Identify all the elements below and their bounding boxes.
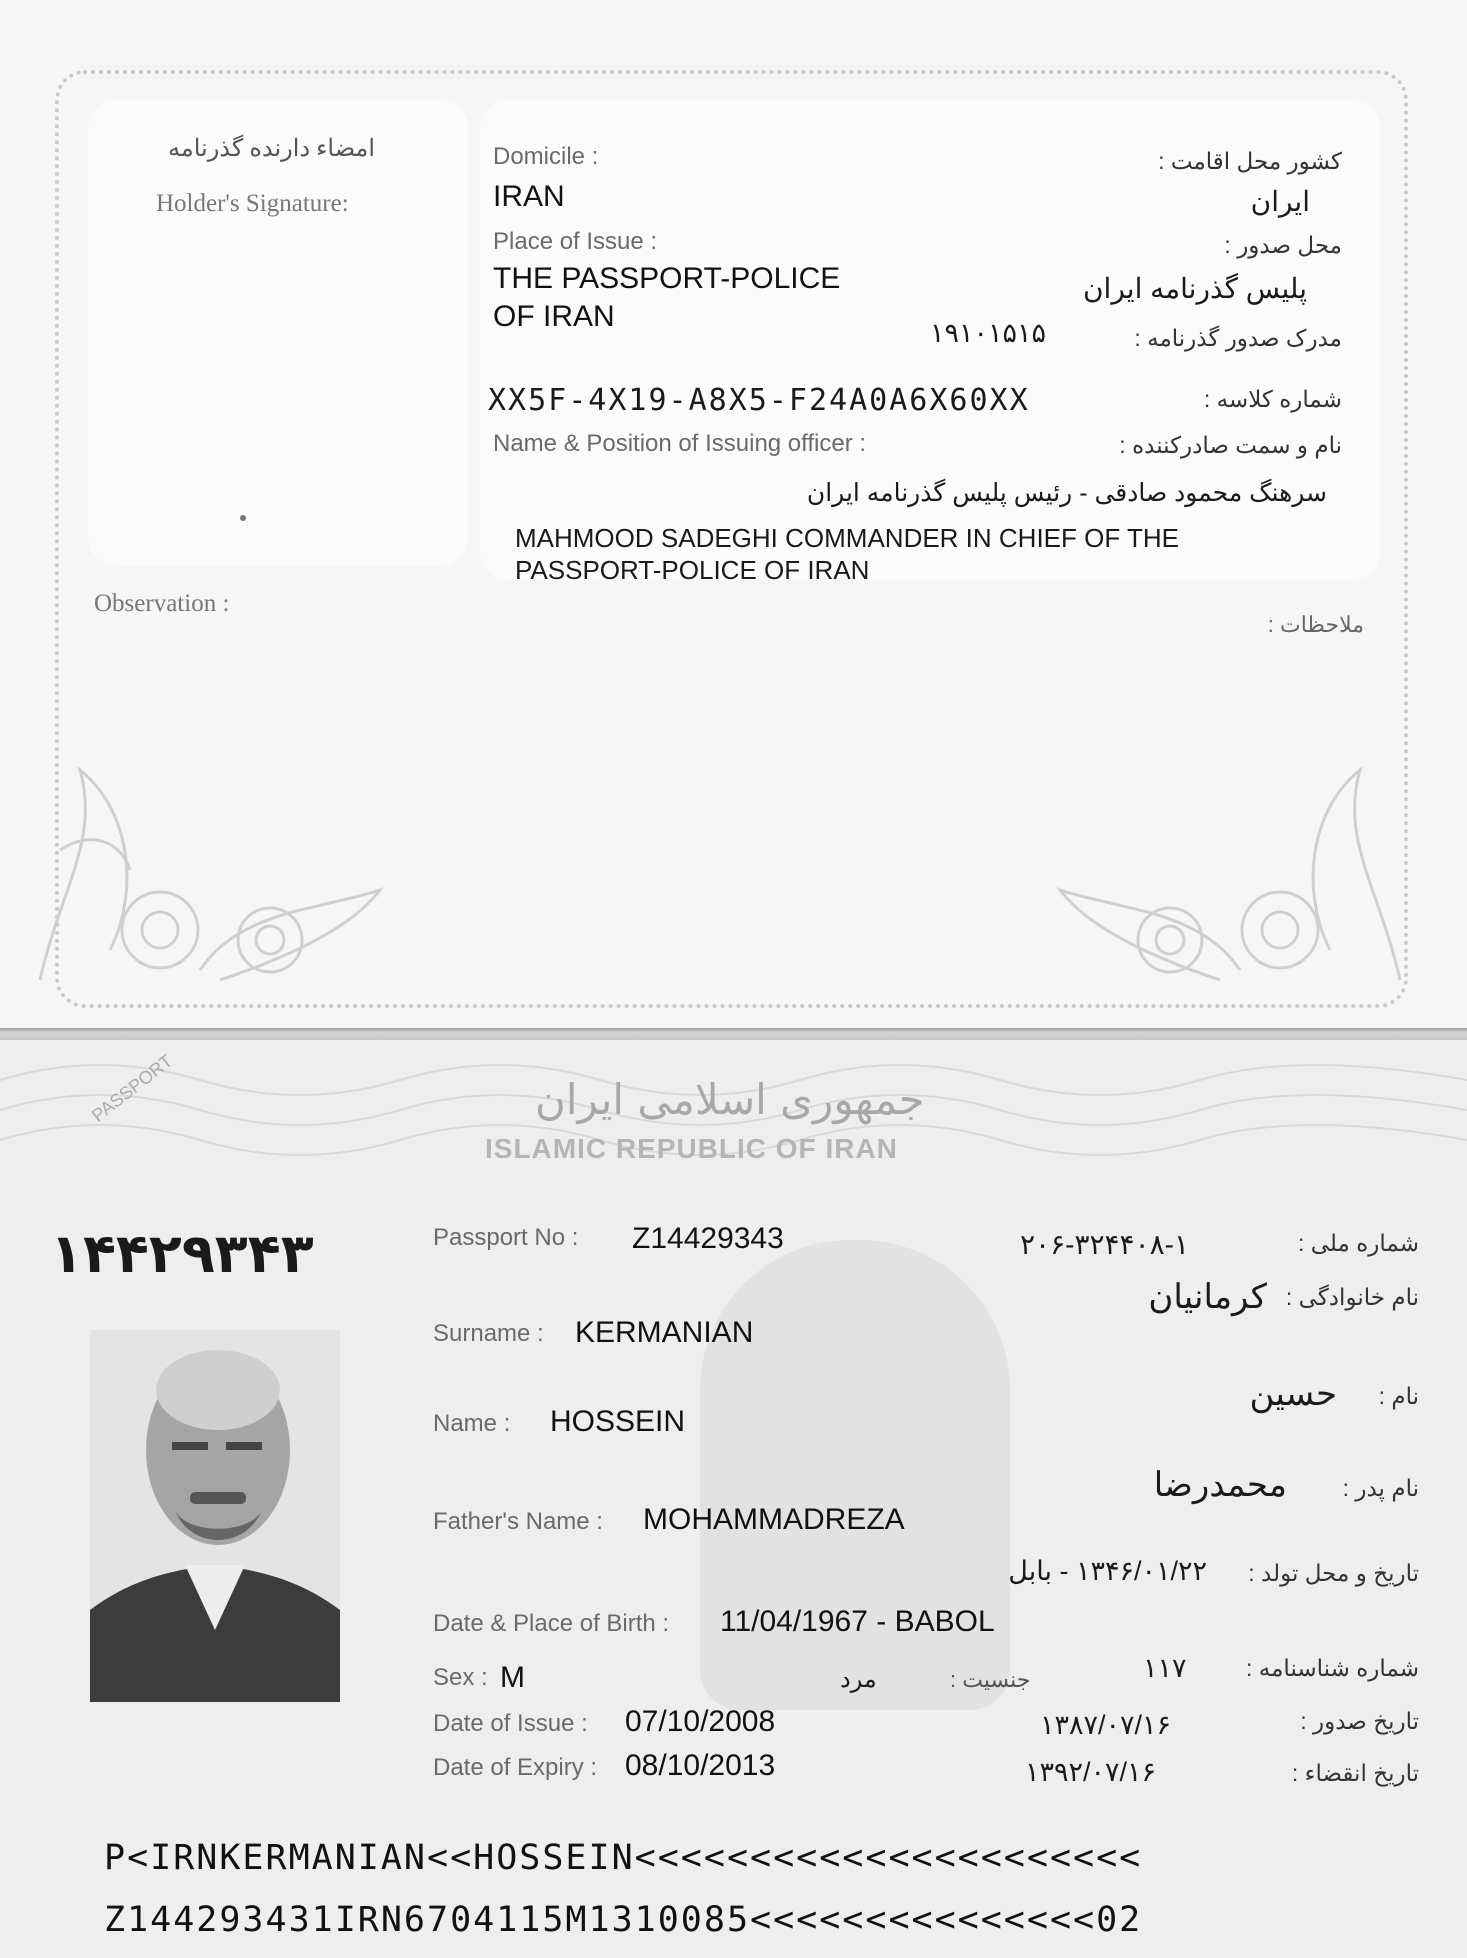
- sex-value: M: [500, 1661, 525, 1694]
- birth-label-fa: تاریخ و محل تولد :: [1248, 1560, 1419, 1586]
- name-value: HOSSEIN: [550, 1405, 686, 1438]
- header-title-en: ISLAMIC REPUBLIC OF IRAN: [485, 1133, 898, 1164]
- floral-ornament-right: [1000, 690, 1420, 990]
- national-id-label-fa: شماره ملی :: [1297, 1230, 1419, 1256]
- domicile-label: Domicile :: [493, 143, 599, 170]
- mrz-line-1: P<IRNKERMANIAN<<HOSSEIN<<<<<<<<<<<<<<<<<<<<<<: [104, 1838, 1143, 1878]
- father-name-value: MOHAMMADREZA: [643, 1503, 905, 1536]
- sex-label-fa: جنسیت :: [950, 1667, 1031, 1692]
- name-label: Name :: [433, 1410, 511, 1437]
- national-id-value: ۲۰۶-۳۲۴۴۰۸-۱: [1020, 1229, 1190, 1260]
- passport-no-label: Passport No :: [433, 1224, 579, 1251]
- signature-label-en: Holder's Signature:: [156, 190, 349, 217]
- date-of-issue-value-fa: ۱۳۸۷/۰۷/۱۶: [1040, 1710, 1172, 1740]
- issue-document-label-fa: مدرک صدور گذرنامه :: [1134, 325, 1342, 351]
- page-fold: [0, 1028, 1467, 1040]
- id-number-label-fa: شماره شناسنامه :: [1246, 1655, 1419, 1681]
- floral-ornament-left: [20, 690, 440, 990]
- header-title-fa: جمهوری اسلامی ایران: [535, 1075, 925, 1124]
- date-of-issue-value: 07/10/2008: [625, 1705, 776, 1738]
- surname-value-fa: کرمانیان: [1148, 1278, 1267, 1316]
- date-of-issue-label: Date of Issue :: [433, 1710, 588, 1737]
- ghost-image: [700, 1240, 1010, 1710]
- date-of-expiry-value: 08/10/2013: [625, 1749, 776, 1782]
- passport-stamp-text: PASSPORT: [88, 1050, 177, 1126]
- issue-document-value: ۱۹۱۰۱۵۱۵: [930, 318, 1047, 348]
- issuing-officer-label-fa: نام و سمت صادرکننده :: [1119, 432, 1342, 458]
- passport-no-value: Z14429343: [632, 1222, 784, 1255]
- domicile-value-fa: ایران: [1250, 186, 1310, 217]
- father-name-value-fa: محمدرضا: [1153, 1466, 1287, 1504]
- place-of-issue-label-fa: محل صدور :: [1224, 232, 1342, 258]
- date-of-expiry-value-fa: ۱۳۹۲/۰۷/۱۶: [1025, 1757, 1157, 1787]
- signature-mark: [240, 515, 246, 521]
- birth-value-fa: ۱۳۴۶/۰۱/۲۲ - بابل: [1008, 1556, 1207, 1586]
- signature-box: [88, 100, 468, 565]
- passport-number-fa: ۱۴۴۲۹۳۴۳: [50, 1222, 314, 1285]
- id-number-value: ۱۱۷: [1143, 1653, 1187, 1683]
- domicile-value: IRAN: [493, 180, 565, 213]
- issuing-officer-value-line-2: PASSPORT-POLICE OF IRAN: [515, 555, 870, 585]
- serial-number-label-fa: شماره کلاسه :: [1203, 386, 1342, 412]
- father-name-label: Father's Name :: [433, 1508, 603, 1535]
- sex-value-fa: مرد: [840, 1666, 877, 1693]
- sex-label: Sex :: [433, 1664, 488, 1691]
- date-of-expiry-label-fa: تاریخ انقضاء :: [1291, 1760, 1419, 1786]
- observation-label-fa: ملاحظات :: [1267, 612, 1364, 637]
- father-name-label-fa: نام پدر :: [1342, 1475, 1419, 1501]
- birth-label: Date & Place of Birth :: [433, 1610, 670, 1637]
- issuing-officer-value-fa: سرهنگ محمود صادقی - رئیس پلیس گذرنامه ایران: [806, 479, 1327, 507]
- mrz-line-2: Z144293431IRN6704115M1310085<<<<<<<<<<<<<<<02: [104, 1900, 1143, 1940]
- place-of-issue-value-line-1: THE PASSPORT-POLICE: [493, 262, 841, 295]
- place-of-issue-value-fa: پلیس گذرنامه ایران: [1082, 273, 1307, 304]
- name-value-fa: حسین: [1249, 1375, 1337, 1413]
- date-of-expiry-label: Date of Expiry :: [433, 1754, 598, 1781]
- surname-value: KERMANIAN: [575, 1316, 754, 1349]
- observation-label: Observation :: [94, 590, 230, 617]
- surname-label: Surname :: [433, 1320, 544, 1347]
- name-label-fa: نام :: [1378, 1383, 1419, 1409]
- issuing-officer-value-line-1: MAHMOOD SADEGHI COMMANDER IN CHIEF OF THE: [515, 523, 1179, 553]
- date-of-issue-label-fa: تاریخ صدور :: [1300, 1708, 1419, 1734]
- domicile-label-fa: کشور محل اقامت :: [1158, 148, 1342, 174]
- place-of-issue-label: Place of Issue :: [493, 228, 658, 255]
- issuing-officer-label: Name & Position of Issuing officer :: [493, 430, 867, 457]
- serial-number-value: XX5F-4X19-A8X5-F24A0A6X60XX: [488, 383, 1030, 418]
- place-of-issue-value-line-2: OF IRAN: [493, 300, 615, 333]
- holder-photo: [90, 1330, 340, 1702]
- birth-value: 11/04/1967 - BABOL: [720, 1605, 995, 1638]
- signature-label-fa: امضاء دارنده گذرنامه: [168, 136, 376, 162]
- surname-label-fa: نام خانوادگی :: [1285, 1284, 1419, 1310]
